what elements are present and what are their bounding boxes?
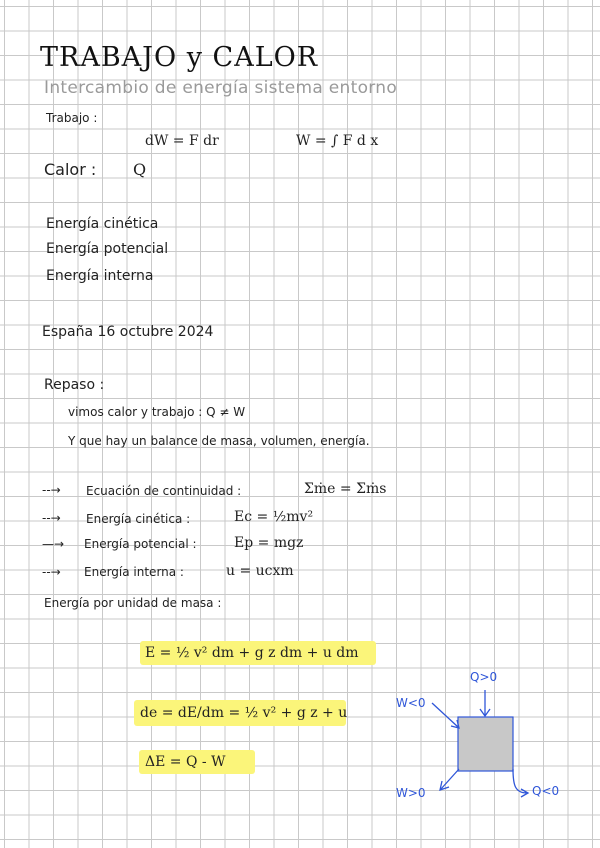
calor-label: Calor : [44, 160, 97, 179]
arrow-mark: --→ [42, 565, 61, 579]
list-item-formula: Σṁe = Σṁs [304, 481, 387, 497]
trabajo-label: Trabajo : [46, 111, 98, 125]
q-negative-label: Q<0 [532, 784, 560, 798]
equation-dw: dW = F dr [145, 133, 219, 149]
equation-w: W = ∫ F d x [296, 133, 379, 149]
energia-item: Energía potencial [46, 241, 169, 257]
list-item-text: Energía interna : [84, 565, 184, 579]
repaso-line: vimos calor y trabajo : Q ≠ W [68, 405, 246, 419]
page-title: TRABAJO y CALOR [40, 42, 319, 73]
date-line: España 16 octubre 2024 [42, 324, 214, 340]
repaso-line: Y que hay un balance de masa, volumen, energía. [68, 434, 370, 448]
list-item-text: Energía potencial : [84, 537, 197, 551]
list-item-text: Ecuación de continuidad : [86, 484, 242, 498]
work-in-arrow [432, 703, 459, 728]
list-item-formula: Ec = ½mv² [234, 509, 314, 525]
equation-deltaE: ΔE = Q - W [145, 754, 226, 770]
equation-E: E = ½ v² dm + g z dm + u dm [145, 645, 359, 661]
q-positive-label: Q>0 [470, 670, 498, 684]
per-mass-label: Energía por unidad de masa : [44, 596, 222, 610]
energia-item: Energía interna [46, 268, 154, 284]
heat-out-arrow [513, 769, 528, 797]
w-negative-label: W<0 [396, 696, 426, 710]
list-item-formula: u = ucxm [226, 563, 294, 579]
calor-symbol: Q [133, 160, 147, 179]
arrow-mark: —→ [42, 537, 65, 551]
heat-in-arrow [480, 690, 490, 716]
repaso-heading: Repaso : [44, 377, 105, 393]
page-subtitle: Intercambio de energía sistema entorno [44, 78, 398, 98]
w-positive-label: W>0 [396, 786, 426, 800]
energia-item: Energía cinética [46, 216, 159, 232]
arrow-mark: --→ [42, 483, 61, 497]
system-box [458, 717, 513, 771]
list-item-formula: Ep = mgz [234, 535, 304, 551]
list-item-text: Energía cinética : [86, 512, 191, 526]
arrow-mark: --→ [42, 511, 61, 525]
work-out-arrow [440, 769, 459, 790]
equation-de: de = dE/dm = ½ v² + g z + u [140, 705, 348, 721]
